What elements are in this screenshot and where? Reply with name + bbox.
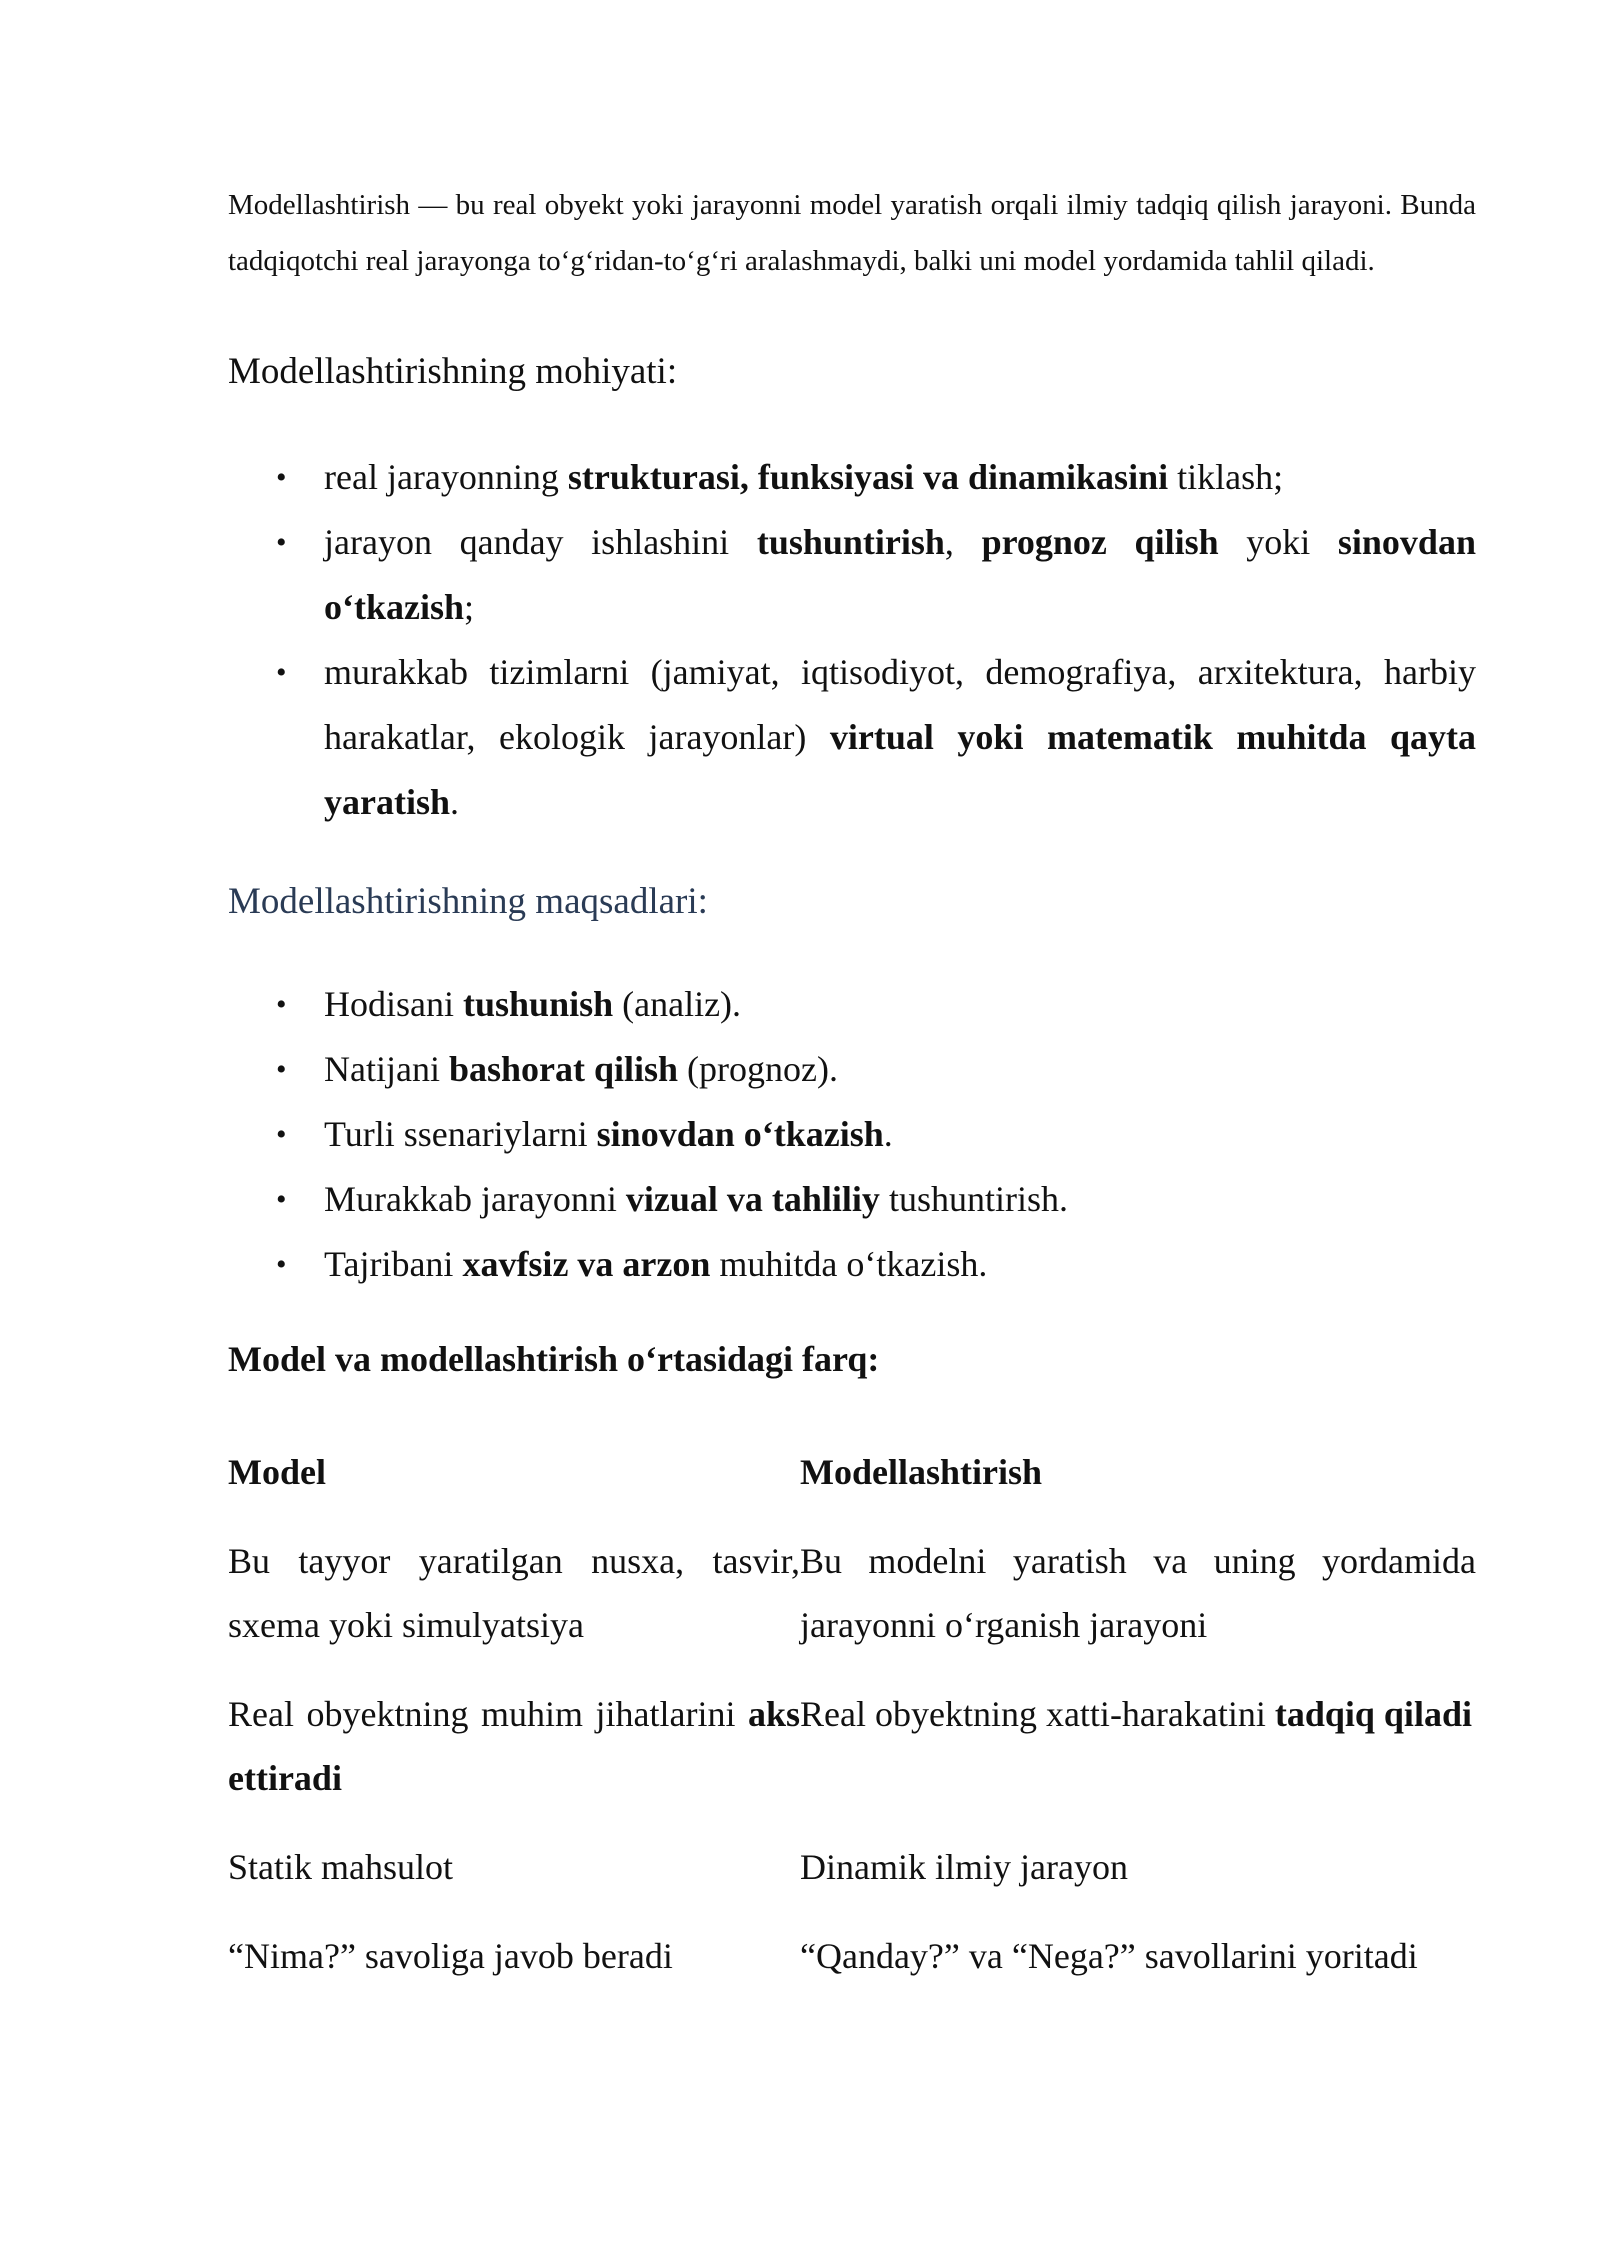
list-text: real jarayonning bbox=[324, 457, 568, 497]
list-item bbox=[228, 1232, 1476, 1297]
bullet-icon: • bbox=[276, 1053, 287, 1086]
bullet-icon: • bbox=[276, 988, 287, 1021]
goals-list bbox=[228, 972, 1476, 1297]
list-text: Hodisani bbox=[324, 984, 463, 1024]
bullet-icon: • bbox=[276, 526, 287, 559]
list-text-bold: tushunish bbox=[463, 984, 614, 1024]
list-text: Murakkab jarayonni bbox=[324, 1179, 626, 1219]
list-item bbox=[228, 445, 1476, 510]
table-cell: Real obyektning muhim jihatlarini aks ettiradi bbox=[228, 1694, 800, 1798]
bullet-icon: • bbox=[276, 1248, 287, 1281]
list-item bbox=[228, 640, 1476, 835]
list-text: jarayon qanday ishlashini bbox=[324, 522, 757, 562]
table-cell: Statik mahsulot bbox=[228, 1847, 453, 1887]
list-text-bold: sinovdan o‘tkazish bbox=[596, 1114, 884, 1154]
list-text: murakkab tizimlarni (jamiyat, iqtisodiyot, demografiya, arxitektura, harbiy harakatlar, ekologik jarayonlar) bbox=[324, 652, 1476, 757]
list-text-bold: xavfsiz va arzon bbox=[462, 1244, 711, 1284]
table-header-modelling: Modellashtirish bbox=[800, 1452, 1043, 1492]
table-cell: Real obyektning xatti-harakatini tadqiq qiladi bbox=[800, 1694, 1472, 1734]
section-heading-goals: Modellashtirishning maqsadlari: bbox=[228, 881, 708, 922]
list-item bbox=[228, 972, 1476, 1037]
list-text-bold: prognoz qilish bbox=[981, 522, 1219, 562]
table-row bbox=[228, 1835, 1476, 1899]
table-row bbox=[228, 1529, 1476, 1657]
bullet-icon: • bbox=[276, 1183, 287, 1216]
list-text: ; bbox=[464, 587, 475, 627]
essence-list bbox=[228, 445, 1476, 835]
list-text: tiklash; bbox=[1168, 457, 1284, 497]
list-text: . bbox=[883, 1114, 893, 1154]
list-text: Tajribani bbox=[324, 1244, 463, 1284]
list-text-bold: virtual yoki matematik muhitda qayta yaratish bbox=[324, 717, 1477, 822]
intro-paragraph: Modellashtirish — bu real obyekt yoki jarayonni model yaratish orqali ilmiy tadqiq qilish jarayoni. Bunda tadqiqotchi real jarayonga to‘g‘ridan-to‘g‘ri aralashmaydi, balki uni model yordamida tahlil qiladi. bbox=[228, 189, 1476, 277]
list-text: (prognoz). bbox=[678, 1049, 838, 1089]
table-cell: “Qanday?” va “Nega?” savollarini yoritadi bbox=[800, 1936, 1418, 1976]
bullet-icon: • bbox=[276, 1118, 287, 1151]
table-cell: Bu modelni yaratish va uning yordamida jarayonni o‘rganish jarayoni bbox=[800, 1541, 1476, 1645]
list-text: (analiz). bbox=[613, 984, 742, 1024]
table-header-model: Model bbox=[228, 1452, 326, 1492]
list-item bbox=[228, 1102, 1476, 1167]
list-text: , bbox=[944, 522, 982, 562]
list-item bbox=[228, 510, 1476, 640]
list-item bbox=[228, 1037, 1476, 1102]
comparison-table bbox=[228, 1440, 1476, 1988]
table-cell: “Nima?” savoliga javob beradi bbox=[228, 1936, 673, 1976]
list-text: muhitda o‘tkazish. bbox=[710, 1244, 988, 1284]
list-text: . bbox=[450, 782, 459, 822]
list-text-bold: strukturasi, funksiyasi va dinamikasini bbox=[567, 457, 1169, 497]
bullet-icon: • bbox=[276, 656, 287, 689]
section-heading-difference: Model va modellashtirish o‘rtasidagi farq: bbox=[228, 1339, 880, 1379]
list-text: Turli ssenariylarni bbox=[324, 1114, 597, 1154]
section-heading-essence: Modellashtirishning mohiyati: bbox=[228, 351, 678, 392]
list-item bbox=[228, 1167, 1476, 1232]
table-cell: Bu tayyor yaratilgan nusxa, tasvir, sxema yoki simulyatsiya bbox=[228, 1541, 800, 1645]
list-text-bold: tushuntirish bbox=[756, 522, 945, 562]
list-text-bold: vizual va tahliliy bbox=[625, 1179, 880, 1219]
list-text: tushuntirish. bbox=[879, 1179, 1068, 1219]
bullet-icon: • bbox=[276, 461, 287, 494]
list-text-bold: sinovdan o‘tkazish bbox=[324, 522, 1476, 627]
table-cell: Dinamik ilmiy jarayon bbox=[800, 1847, 1128, 1887]
table-header-row bbox=[228, 1440, 1476, 1504]
table-row bbox=[228, 1682, 1476, 1810]
table-row bbox=[228, 1924, 1476, 1988]
list-text-bold: bashorat qilish bbox=[448, 1049, 679, 1089]
list-text: Natijani bbox=[324, 1049, 449, 1089]
list-text: yoki bbox=[1218, 522, 1338, 562]
